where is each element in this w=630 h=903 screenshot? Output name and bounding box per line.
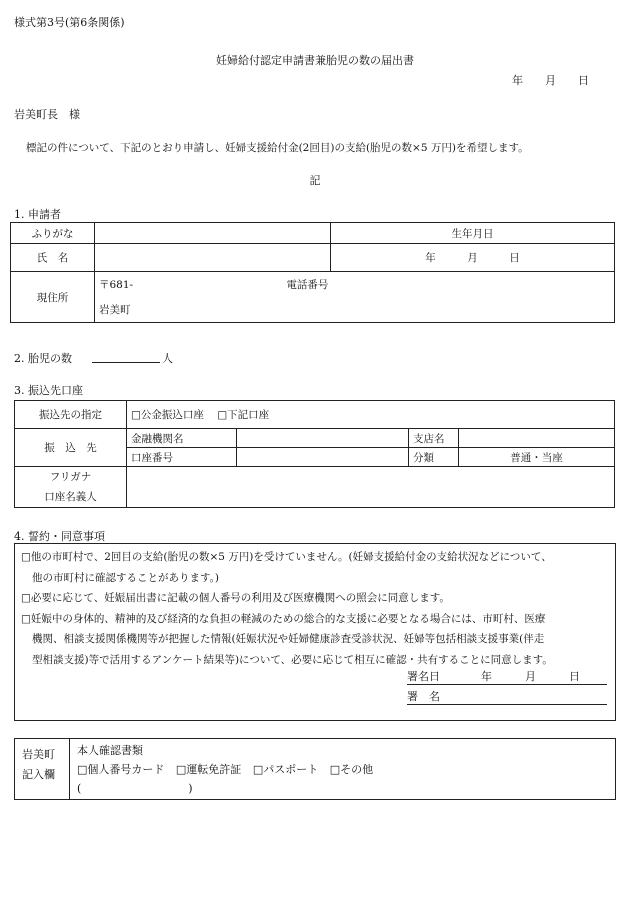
paren-close: ) [188,782,193,795]
paren-open: ( [77,782,82,795]
office-label-cell [22,745,55,785]
sign-date-label: 署名日 [407,670,440,683]
consent-item-1[interactable]: □他の市町村で、2回目の支給(胎児の数×5 万円)を受けていません。(妊婦支援給付金の支給状況などについて、 [21,551,552,563]
option-mynumber[interactable]: □個人番号カード [77,763,165,776]
postal-row[interactable] [95,272,615,297]
option-public-account[interactable]: □公金振込口座 [131,409,204,421]
account-number-label: 口座番号 [127,448,237,467]
addressee: 岩美町長 様 [14,108,80,121]
branch-field[interactable] [459,429,615,448]
bank-name-field[interactable] [237,429,409,448]
ki-label: 記 [309,174,321,187]
sign-date-value: 年 月 日 [481,670,580,683]
address-label: 現住所 [11,272,95,323]
transfer-label: 振 込 先 [15,429,127,467]
page-title: 妊婦給付認定申請書兼胎児の数の届出書 [216,54,414,67]
office-content [77,741,373,798]
section4-heading: 4. 誓約・同意事項 [14,530,105,543]
postal-code: 〒681- [99,278,134,291]
office-divider [69,739,70,799]
consent-item-2[interactable]: □必要に応じて、妊娠届出書に記載の個人番号の利用及び医療機関への照会に同意します。 [21,592,450,604]
holder-field[interactable] [127,467,615,508]
bank-name-label: 金融機関名 [127,429,237,448]
holder-label-cell [15,467,127,508]
office-label-2: 記入欄 [22,768,55,781]
intro-text: 標記の件について、下記のとおり申請し、妊婦支援給付金(2回目)の支給(胎児の数×5 万円)を希望します。 [26,142,529,154]
consent-item-3[interactable]: □妊娠中の身体的、精神的及び経済的な負担の軽減のための総合的な支援に必要となる場合には、市町村、医療 [21,612,546,625]
date-placeholder: 年 月 日 [512,74,589,87]
office-box [14,738,616,800]
id-docs-label: 本人確認書類 [77,744,143,757]
account-number-field[interactable] [237,448,409,467]
consent-box [14,543,616,721]
designation-label: 振込先の指定 [15,401,127,429]
fetus-unit: 人 [162,352,173,365]
bank-table [14,400,615,508]
phone-label: 電話番号 [286,278,329,291]
name-label: 氏 名 [11,244,95,272]
option-passport[interactable]: □パスポート [252,763,319,776]
branch-label: 支店名 [409,429,459,448]
option-license[interactable]: □運転免許証 [175,763,242,776]
sign-date-line[interactable] [407,668,607,685]
consent-item-3-cont1: 機関、相談支援関係機関等が把握した情報(妊娠状況や妊婦健康診査受診状況、妊婦等包括相談支援事業(伴走 [32,633,545,645]
holder-label: 口座名義人 [44,491,97,503]
option-other[interactable]: □その他 [329,763,374,776]
section2-heading: 2. 胎児の数 [14,352,72,365]
fetus-count-field[interactable] [92,362,160,363]
birth-label: 生年月日 [331,223,615,244]
class-field[interactable]: 普通・当座 [459,448,615,467]
office-label-1: 岩美町 [22,748,55,761]
option-below-account[interactable]: □下記口座 [217,409,270,421]
section3-heading: 3. 振込先口座 [14,384,83,397]
furigana-label: ふりがな [11,223,95,244]
town-field[interactable]: 岩美町 [95,297,615,323]
section1-heading: 1. 申請者 [14,208,61,221]
applicant-table [10,222,615,323]
holder-furigana-label: フリガナ [49,471,92,483]
birth-field[interactable]: 年 月 日 [331,244,615,272]
consent-item-3-cont2: 型相談支援)等で活用するアンケート結果等)について、必要に応じて相互に確認・共有することに同意します。 [32,653,553,666]
designation-options [127,401,615,429]
sign-name-line[interactable] [407,688,607,705]
consent-item-1-cont: 他の市町村に確認することがあります。) [32,571,220,584]
sign-name-label: 署 名 [407,690,440,703]
name-field[interactable] [95,244,331,272]
class-label: 分類 [409,448,459,467]
form-number: 様式第3号(第6条関係) [14,16,125,29]
furigana-field[interactable] [95,223,331,244]
